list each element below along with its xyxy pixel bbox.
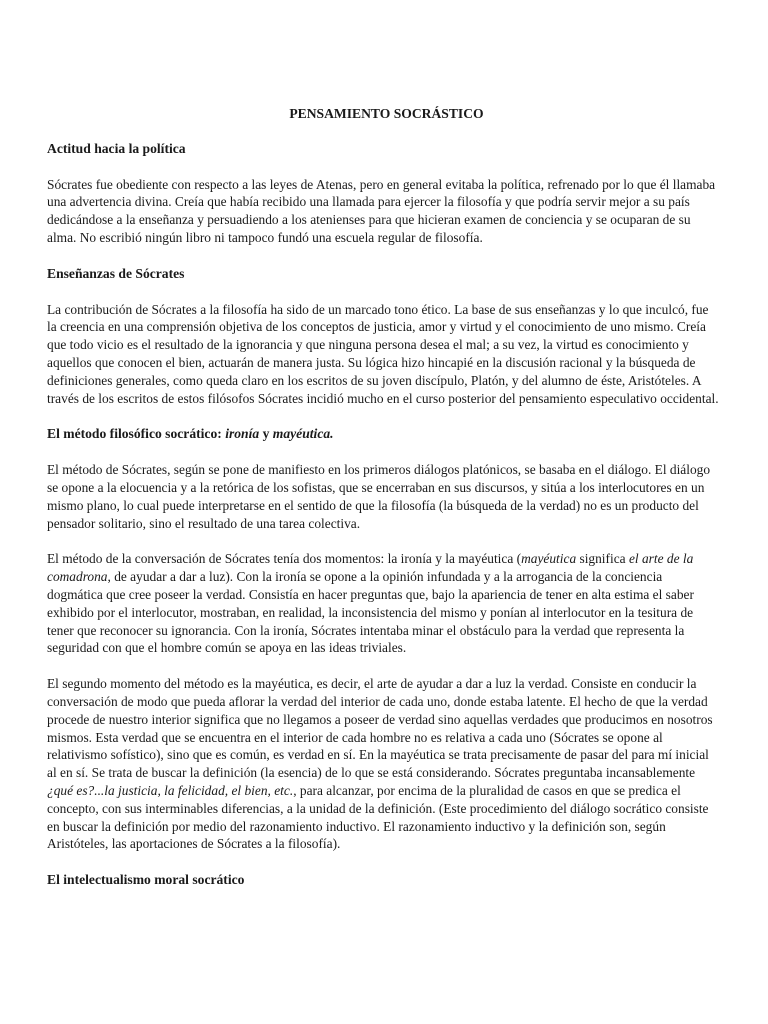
heading-metodo-text: El método filosófico socrático:: [47, 426, 226, 442]
text-run: El segundo momento del método es la mayéutica, es decir, el arte de ayudar a dar a luz la verdad. Consiste en conducir la conversación de modo que pueda aflorar la verdad del interior de cada uno, donde estaba latente. El hecho de que la verdad procede de nuestro interior significa que no llegamos a poseer de verdad sino aquellas verdades que producimos en nosotros mismos. Esta verdad que se encuentra en el interior de cada hombre no es relativa a cada uno (Sócrates se opone al relativismo sofístico), sino que es común, es verdad en sí. En la mayéutica se trata precisamente de pasar del para mí inicial al en sí. Se trata de buscar la definición (la esencia) de lo que se está considerando. Sócrates preguntaba incansablemente: [47, 676, 713, 781]
text-run: , de ayudar a dar a luz). Con la ironía se opone a la opinión infundada y a la arrogancia de la conciencia dogmática que cree poseer la verdad. Consistía en hacer preguntas que, bajo la apariencia de tener en alta estima el saber exhibido por el interlocutor, mostraban, en realidad, la inconsistencia del mismo y ponían al interlocutor en la tesitura de tener que reconocer su ignorancia. Con la ironía, Sócrates intentaba minar el obstáculo para la verdad que representa la seguridad con que el hombre común se apoya en las ideas triviales.: [47, 569, 694, 656]
heading-metodo-filosofico: [47, 425, 720, 443]
paragraph-actitud-politica: Sócrates fue obediente con respecto a las leyes de Atenas, pero en general evitaba la política, refrenado por lo que él llamaba una advertencia divina. Creía que había recibido una llamada para ejercer la filosofía y que podría servir mejor a su país dedicándose a la enseñanza y persuadiendo a los atenienses para que hicieran examen de conciencia y se ocuparan de su alma. No escribió ningún libro ni tampoco fundó una escuela regular de filosofía.: [47, 176, 716, 245]
heading-mayeutica: mayéutica.: [272, 426, 334, 442]
heading-ironia: ironía: [225, 426, 260, 442]
heading-y: y: [259, 426, 273, 442]
paragraph-ensenanzas: La contribución de Sócrates a la filosofía ha sido de un marcado tono ético. La base de sus enseñanzas y lo que inculcó, fue la creencia en una comprensión objetiva de los conceptos de justicia, amor y virtud y el conocimiento de uno mismo. Creía que todo vicio es el resultado de la ignorancia y que ninguna persona desea el mal; a su vez, la virtud es conocimiento y aquellos que conocen el bien, actuarán de manera justa. Su lógica hizo hincapié en la discusión racional y la búsqueda de definiciones generales, como queda claro en los escritos de su joven discípulo, Platón, y del alumno de éste, Aristóteles. A través de los escritos de estos filósofos Sócrates incidió mucho en el curso posterior del pensamiento especulativo occidental.: [47, 301, 719, 406]
paragraph-metodo-ironia: [47, 550, 720, 657]
text-run: significa: [576, 551, 629, 567]
heading-intelectualismo-moral: El intelectualismo moral socrático: [47, 872, 245, 888]
paragraph-metodo-dialogo: El método de Sócrates, según se pone de manifiesto en los primeros diálogos platónicos, se basaba en el diálogo. El diálogo se opone a la elocuencia y a la retórica de los sofistas, que se encerraban en sus discursos, y sitúa a los interlocutores en un mismo plano, lo cual puede interpretarse en el sentido de que la filosofía (la búsqueda de la verdad) no es un producto del pensador solitario, sino el resultado de una tarea colectiva.: [47, 462, 711, 531]
italic-run: el arte de la comadrona: [47, 551, 694, 585]
italic-run: mayéutica: [521, 551, 577, 567]
paragraph-metodo-mayeutica: [47, 675, 720, 853]
text-run: , para alcanzar, por encima de la pluralidad de casos en que se predica el concepto, con sus interminables diferencias, a la unidad de la definición. (Este procedimiento del diálogo socrático consiste en buscar la definición por medio del razonamiento inductivo. El razonamiento inductivo y la definición son, según Aristóteles, las aportaciones de Sócrates a la filosofía).: [47, 782, 709, 852]
text-run: El método de la conversación de Sócrates tenía dos momentos: la ironía y la mayéutica (: [47, 551, 522, 567]
italic-run: ¿qué es?...la justicia, la felicidad, el bien, etc.: [47, 782, 294, 798]
document-title: PENSAMIENTO SOCRÁSTICO: [289, 106, 484, 121]
heading-ensenanzas: Enseñanzas de Sócrates: [47, 265, 185, 281]
heading-actitud-politica: Actitud hacia la política: [47, 140, 186, 156]
